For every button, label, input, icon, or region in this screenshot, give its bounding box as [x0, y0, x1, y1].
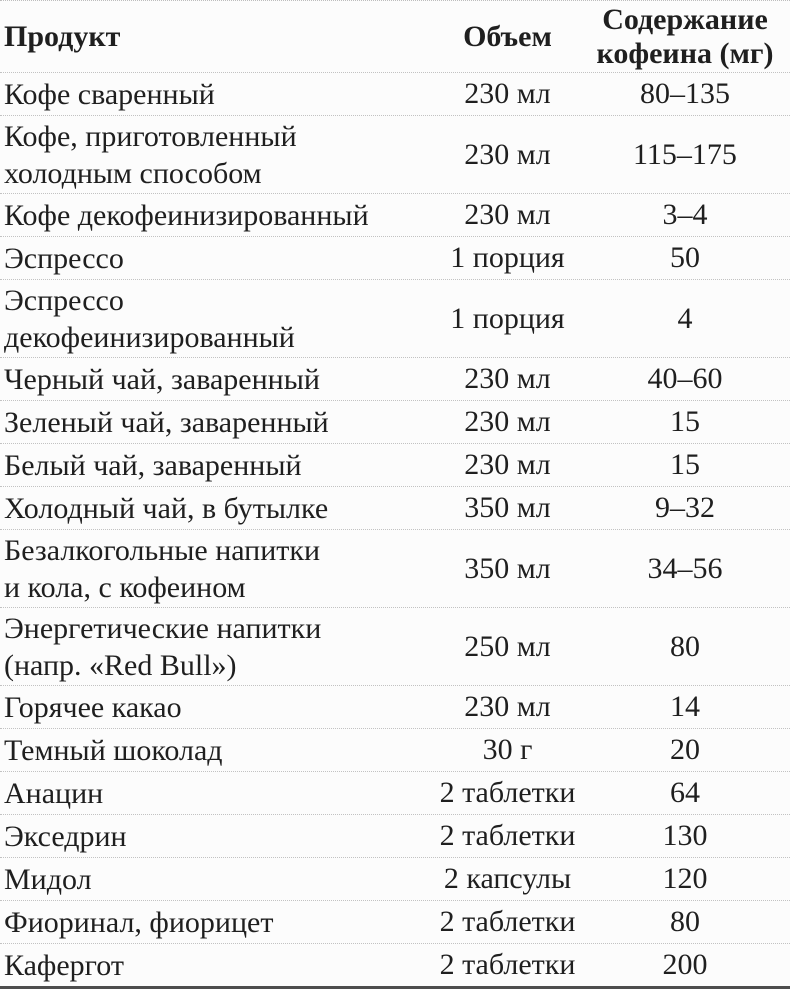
table-row [0, 607, 790, 685]
caffeine-cell: 200 [662, 948, 708, 981]
table-row [0, 814, 790, 857]
volume-cell: 230 мл [464, 690, 551, 723]
product-cell: Фиоринал, фиорицет [4, 905, 274, 939]
volume-cell: 1 порция [450, 301, 565, 335]
caffeine-cell: 15 [670, 448, 700, 481]
caffeine-cell: 40–60 [647, 362, 723, 395]
volume-cell: 230 мл [464, 77, 551, 110]
product-cell: Кафергот [4, 948, 124, 982]
volume-cell: 230 мл [464, 137, 551, 171]
volume-cell: 2 таблетки [439, 948, 576, 981]
table-row [0, 443, 790, 486]
column-header-product: Продукт [4, 19, 121, 53]
volume-cell: 230 мл [464, 198, 551, 231]
caffeine-cell: 3–4 [662, 198, 708, 231]
volume-cell: 30 г [482, 733, 533, 766]
column-header-caffeine: Содержание кофеина (мг) [596, 2, 774, 70]
caffeine-cell: 15 [670, 405, 700, 438]
caffeine-cell: 120 [662, 862, 708, 895]
product-cell: Кофе сваренный [4, 77, 215, 111]
product-cell: Зеленый чай, заваренный [4, 405, 329, 439]
caffeine-cell: 64 [670, 776, 700, 809]
table-row [0, 193, 790, 236]
volume-cell: 1 порция [450, 241, 565, 274]
product-cell: Эспрессо декофеинизированный [4, 283, 295, 354]
product-cell: Кофе, приготовленный холодным способом [4, 119, 297, 190]
volume-cell: 250 мл [464, 629, 551, 663]
caffeine-cell: 4 [677, 301, 693, 335]
volume-cell: 230 мл [464, 448, 551, 481]
caffeine-cell: 80 [670, 629, 700, 663]
caffeine-cell: 20 [670, 733, 700, 766]
caffeine-cell: 130 [662, 819, 708, 852]
header-row [0, 1, 790, 72]
product-cell: Эспрессо [4, 241, 124, 275]
caffeine-cell: 50 [670, 241, 700, 274]
caffeine-cell: 115–175 [633, 137, 737, 171]
table-row [0, 236, 790, 279]
table-row [0, 943, 790, 986]
product-cell: Анацин [4, 776, 104, 810]
volume-cell: 2 таблетки [439, 819, 576, 852]
product-cell: Горячее какао [4, 690, 182, 724]
product-cell: Энергетические напитки (напр. «Red Bull») [4, 611, 322, 682]
table-row [0, 486, 790, 529]
caffeine-cell: 80 [670, 905, 700, 938]
volume-cell: 2 капсулы [443, 862, 572, 895]
product-cell: Кофе декофеинизированный [4, 198, 369, 232]
product-cell: Мидол [4, 862, 92, 896]
table-row [0, 900, 790, 943]
table-row [0, 728, 790, 771]
volume-cell: 350 мл [464, 551, 551, 585]
volume-cell: 230 мл [464, 405, 551, 438]
volume-cell: 230 мл [464, 362, 551, 395]
table-row [0, 400, 790, 443]
table-row [0, 529, 790, 607]
table-row [0, 771, 790, 814]
table-row [0, 72, 790, 115]
product-cell: Безалкогольные напитки и кола, с кофеином [4, 533, 321, 604]
volume-cell: 350 мл [464, 491, 551, 524]
product-cell: Холодный чай, в бутылке [4, 491, 329, 525]
caffeine-cell: 14 [670, 690, 700, 723]
column-header-volume: Объем [463, 19, 552, 53]
product-cell: Экседрин [4, 819, 127, 853]
table-row [0, 857, 790, 900]
product-cell: Белый чай, заваренный [4, 448, 302, 482]
table-row [0, 115, 790, 193]
caffeine-cell: 9–32 [655, 491, 715, 524]
volume-cell: 2 таблетки [439, 905, 576, 938]
table-row [0, 685, 790, 728]
caffeine-cell: 80–135 [640, 77, 730, 110]
table-row [0, 279, 790, 357]
table-row [0, 357, 790, 400]
product-cell: Темный шоколад [4, 733, 223, 767]
volume-cell: 2 таблетки [439, 776, 576, 809]
caffeine-cell: 34–56 [647, 551, 723, 585]
product-cell: Черный чай, заваренный [4, 362, 320, 396]
